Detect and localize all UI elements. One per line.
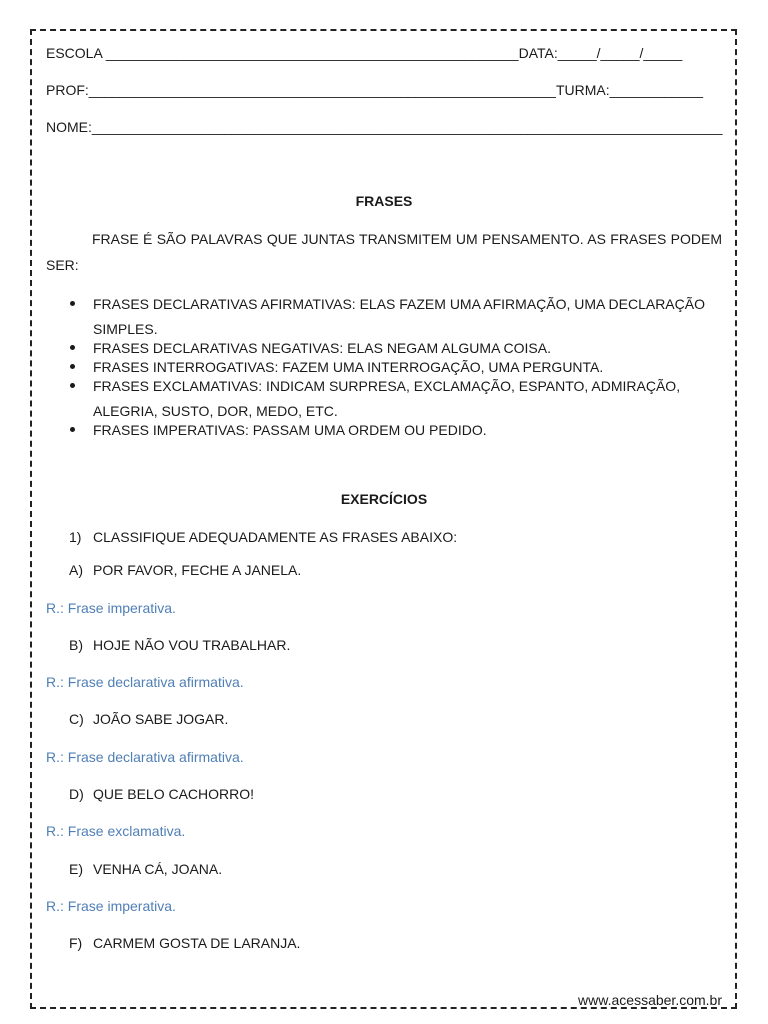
exercise-item-b <box>69 637 290 653</box>
answer-a: R.: Frase imperativa. <box>46 600 176 616</box>
list-item: FRASES INTERROGATIVAS: FAZEM UMA INTERROGAÇÃO, UMA PERGUNTA. <box>93 355 733 380</box>
question-text: CLASSIFIQUE ADEQUADAMENTE AS FRASES ABAIXO: <box>93 529 458 545</box>
item-label: A) <box>69 562 83 578</box>
item-label: B) <box>69 637 83 653</box>
item-text: JOÃO SABE JOGAR. <box>93 711 229 727</box>
item-text: CARMEM GOSTA DE LARANJA. <box>93 935 301 951</box>
exercise-item-e <box>69 861 222 877</box>
school-date-line: ESCOLA _____________________________________________________DATA:_____/_____/_____ <box>46 45 683 61</box>
question-1 <box>69 529 457 545</box>
answer-e: R.: Frase imperativa. <box>46 898 176 914</box>
teacher-class-line: PROF:____________________________________________________________TURMA:____________ <box>46 82 704 98</box>
list-item: FRASES IMPERATIVAS: PASSAM UMA ORDEM OU PEDIDO. <box>93 418 733 443</box>
list-item: FRASES DECLARATIVAS NEGATIVAS: ELAS NEGAM ALGUMA COISA. <box>93 336 733 361</box>
item-label: C) <box>69 711 84 727</box>
question-number: 1) <box>69 529 82 545</box>
exercise-item-a <box>69 562 301 578</box>
item-label: F) <box>69 935 83 951</box>
item-text: QUE BELO CACHORRO! <box>93 786 255 802</box>
list-item: FRASES EXCLAMATIVAS: INDICAM SURPRESA, EXCLAMAÇÃO, ESPANTO, ADMIRAÇÃO, ALEGRIA, SUSTO, DOR, MEDO, ETC. <box>93 374 733 424</box>
exercises-title: EXERCÍCIOS <box>340 491 428 507</box>
exercise-item-d <box>69 786 254 802</box>
item-text: POR FAVOR, FECHE A JANELA. <box>93 562 302 578</box>
footer-website: www.acessaber.com.br <box>578 992 722 1008</box>
item-label: E) <box>69 861 83 877</box>
answer-c: R.: Frase declarativa afirmativa. <box>46 749 244 765</box>
item-text: HOJE NÃO VOU TRABALHAR. <box>93 637 291 653</box>
sentence-types-list <box>46 292 733 437</box>
answer-d: R.: Frase exclamativa. <box>46 823 186 839</box>
list-item: FRASES DECLARATIVAS AFIRMATIVAS: ELAS FAZEM UMA AFIRMAÇÃO, UMA DECLARAÇÃO SIMPLES. <box>93 292 733 342</box>
answer-b: R.: Frase declarativa afirmativa. <box>46 674 244 690</box>
student-name-line: NOME:_________________________________________________________________________________ <box>46 119 723 135</box>
section-title: FRASES <box>355 193 413 209</box>
item-text: VENHA CÁ, JOANA. <box>93 861 223 877</box>
item-label: D) <box>69 786 84 802</box>
intro-paragraph: FRASE É SÃO PALAVRAS QUE JUNTAS TRANSMITEM UM PENSAMENTO. AS FRASES PODEM SER: <box>46 231 722 273</box>
exercise-item-c <box>69 711 228 727</box>
exercise-item-f <box>69 935 300 951</box>
